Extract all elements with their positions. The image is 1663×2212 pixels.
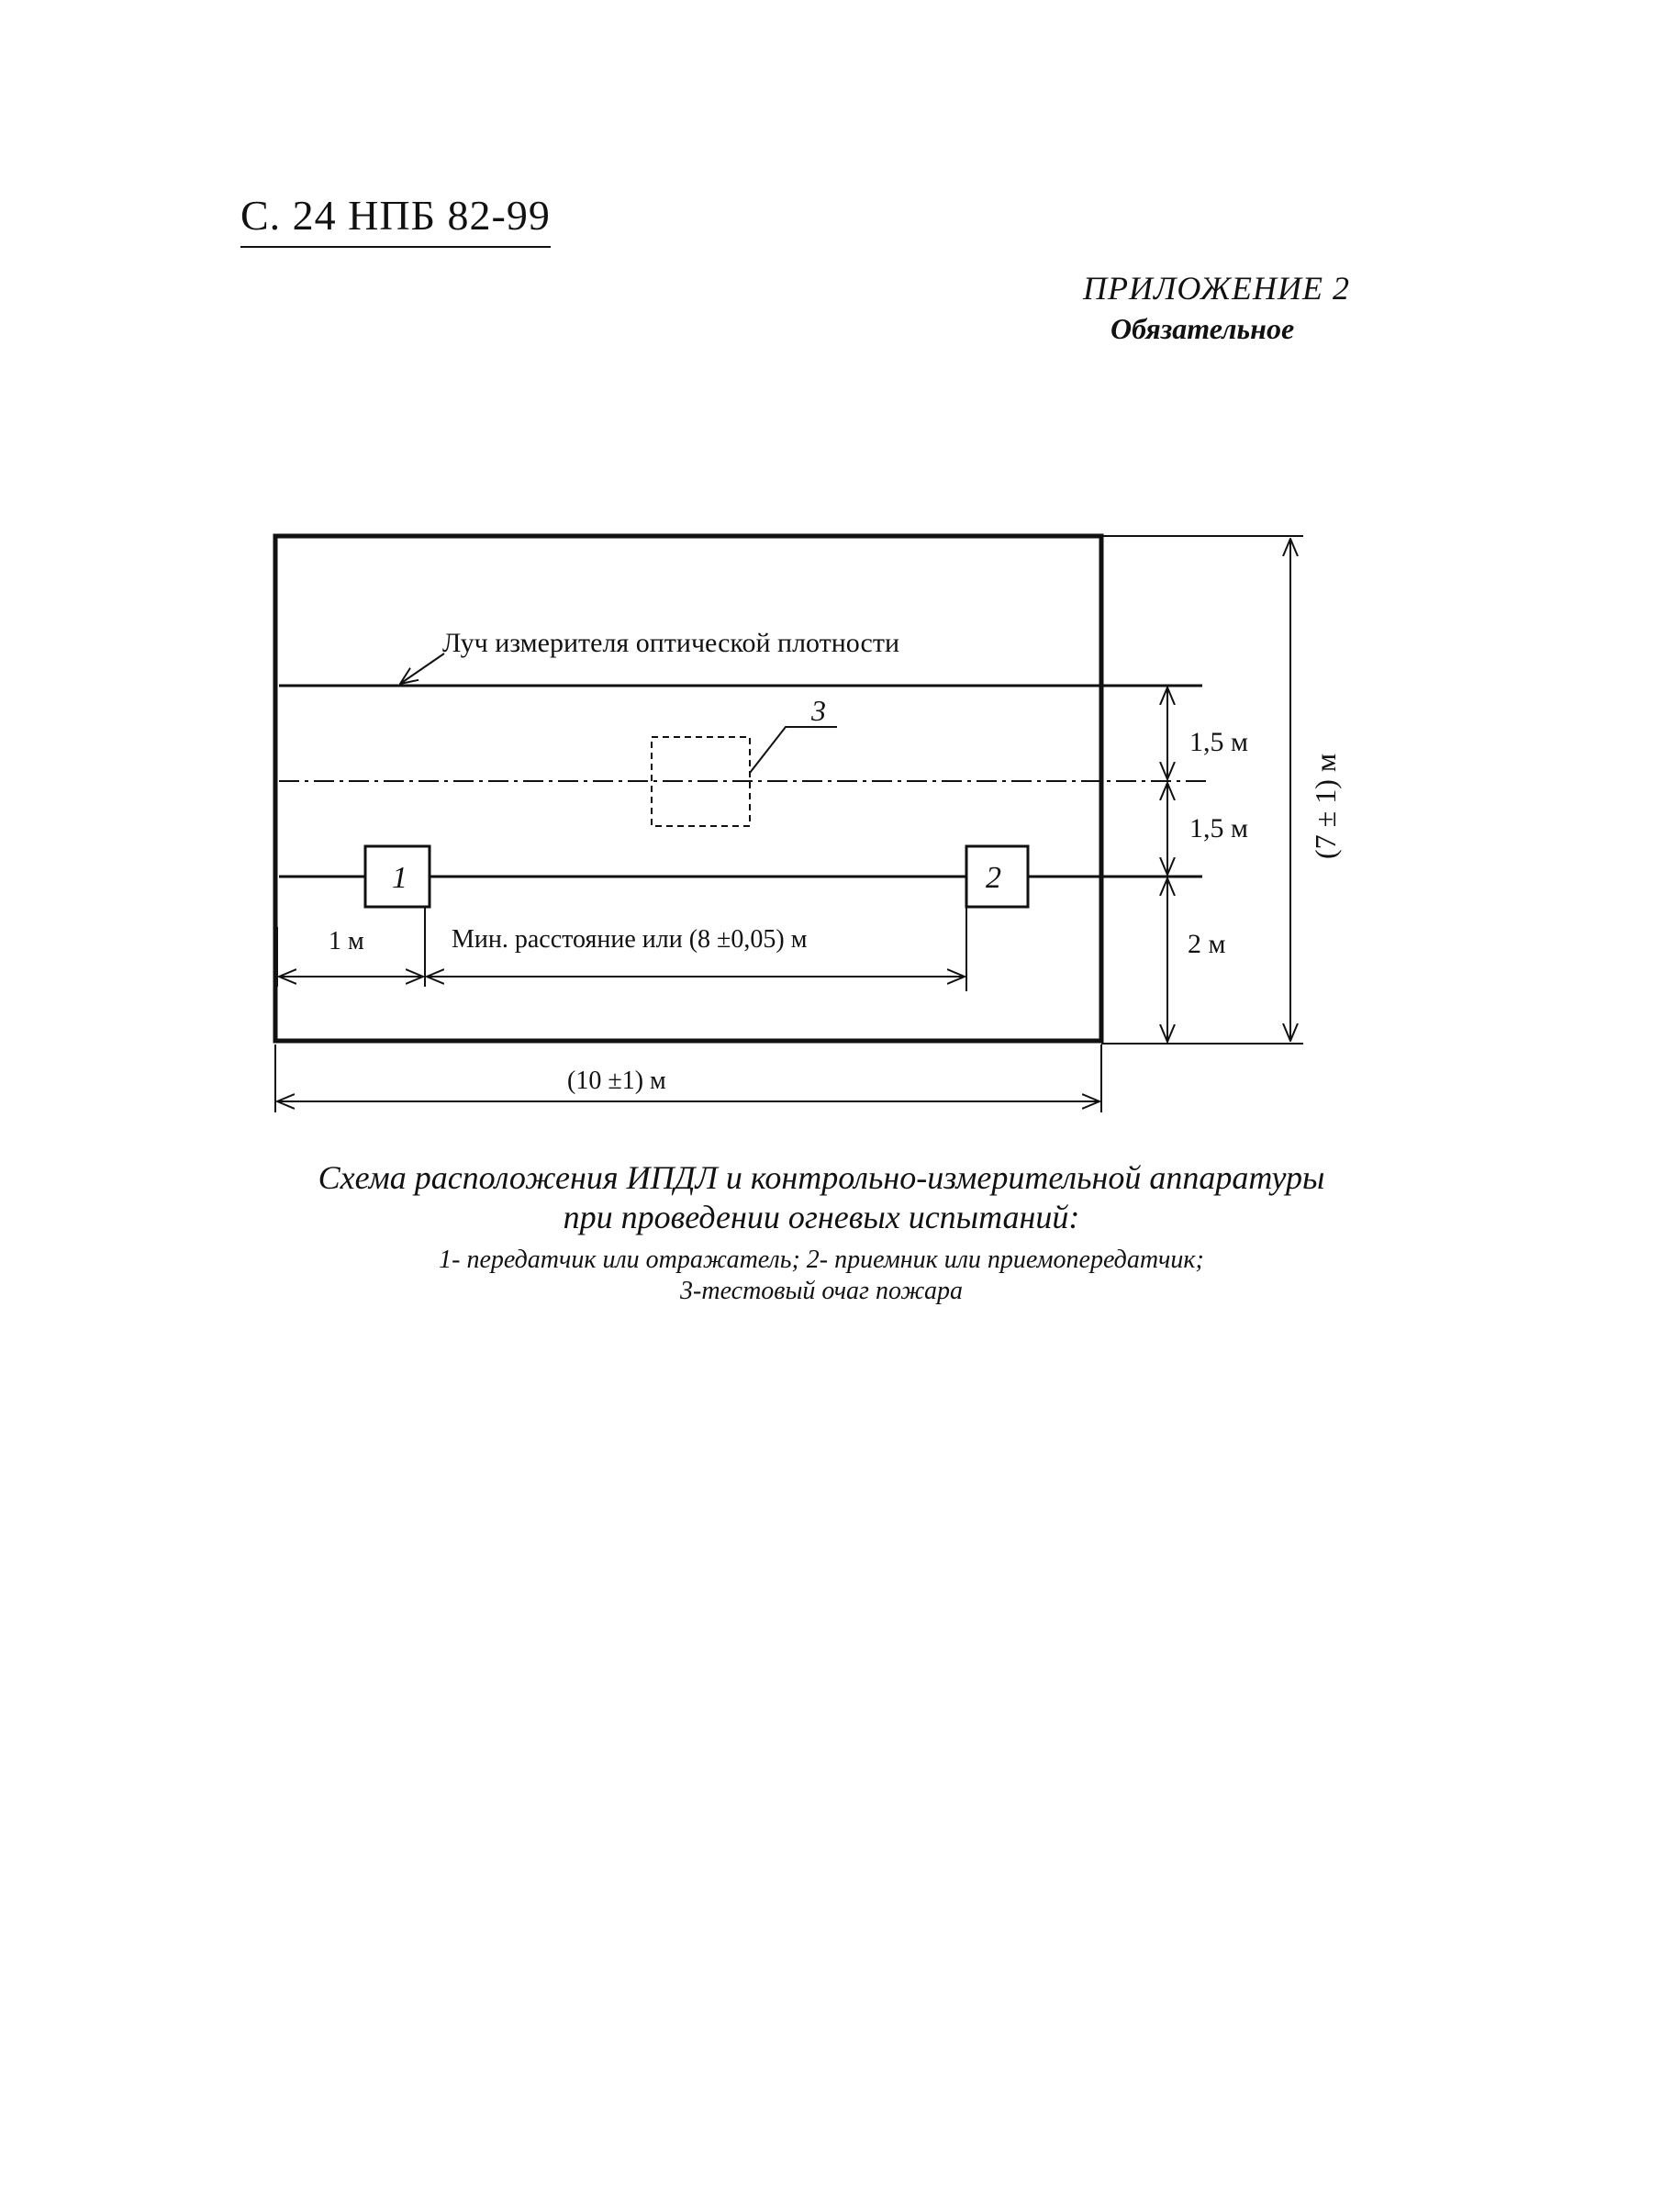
legend-line-2: 3-тестовый очаг пожара <box>680 1276 963 1305</box>
appendix-status: Обязательное <box>1111 312 1295 345</box>
dim-1m-label: 1 м <box>329 927 364 955</box>
dim-height-label: (7 ± 1) м <box>1309 753 1342 859</box>
room-outline <box>275 536 1101 1041</box>
dim-2m-label: 2 м <box>1188 929 1226 959</box>
item-2-label: 2 <box>986 861 1001 895</box>
item-1-label: 1 <box>392 861 407 895</box>
dim-1-5m-top-label: 1,5 м <box>1189 727 1248 757</box>
legend-line-1: 1- передатчик или отражатель; 2- приемник или приемопередатчик; <box>439 1246 1204 1274</box>
caption-title-line-1: Схема расположения ИПДЛ и контрольно-измерительной аппаратуры <box>318 1159 1325 1196</box>
figure-legend <box>184 1245 1459 1306</box>
dim-width-label: (10 ±1) м <box>567 1067 666 1095</box>
page-header: С. 24 НПБ 82-99 <box>240 195 551 248</box>
item-3-label: 3 <box>811 694 826 727</box>
figure-caption <box>184 1158 1459 1237</box>
dim-min-label: Мин. расстояние или (8 ±0,05) м <box>452 925 808 954</box>
caption-title-line-2: при проведении огневых испытаний: <box>563 1199 1080 1236</box>
item-3-leader <box>750 727 837 773</box>
appendix-title: ПРИЛОЖЕНИЕ 2 <box>1083 270 1350 307</box>
beam-leader <box>400 654 444 684</box>
beam-label: Луч измерителя оптической плотности <box>442 628 900 658</box>
dim-1-5m-bottom-label: 1,5 м <box>1189 813 1248 843</box>
